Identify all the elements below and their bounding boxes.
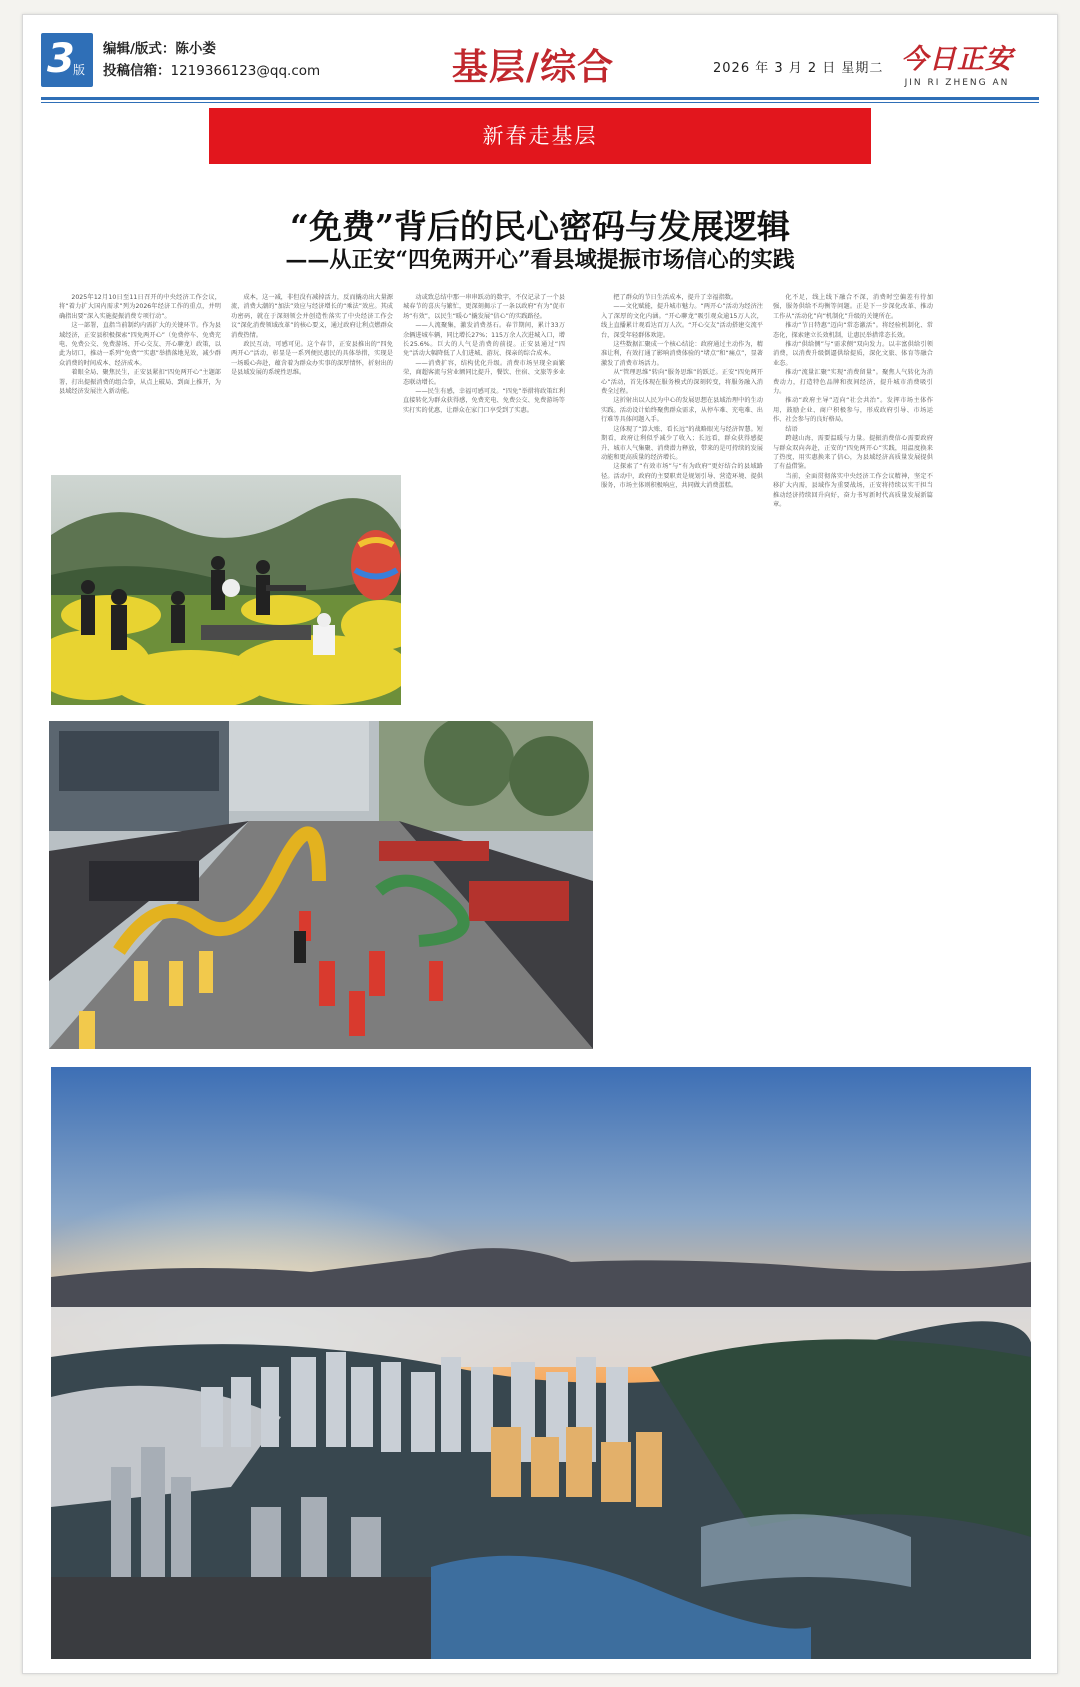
article-paragraph: 2025年12月10日至11日召开的中央经济工作会议，将“着力扩大国内需求”列为2026年经济工作的重点，并明确指出要“深入实施提振消费专项行动”。 [59,294,221,320]
article-paragraph: 结语 [785,425,798,433]
newspaper-page [22,14,1058,1674]
email-label: 投稿信箱： [103,63,171,79]
article-paragraph: 这探索了“有效市场”与“有为政府”更好结合的县域路径。活动中，政府的主要职责是规划引导、营造环境、提供服务，市场主体则积极响应，共同做大消费蛋糕。 [601,463,763,490]
photo-sunrise-city [51,1067,1031,1659]
article-paragraph: 推动“政府主导”迈向“社会共治”。发挥市场主体作用，鼓励企业、商户积极参与，形成政府引导、市场运作、社会参与的良好格局。 [773,397,933,424]
text-column-1 [59,293,221,485]
column-banner: 新春走基层 [209,108,871,164]
photo-rapeseed-performance [51,475,401,705]
article-paragraph: ——民生有感，幸福可感可及。“四免”举措将政策红利直接转化为群众获得感，免费充电、免费公交、免费游场等实打实的优惠，让群众在家门口享受到了实惠。 [403,388,565,414]
submission-email [103,59,320,79]
article-paragraph: 这折射出以人民为中心的发展思想在县域治理中的生动实践。活动设计始终聚焦群众需求，从停车难、充电难、出行难等具体问题入手。 [601,397,763,424]
article-paragraph: 推动“节日特惠”迈向“常态激活”。将经验机制化、常态化，探索建立长效机制，让惠民举措常态长效。 [773,322,933,339]
header-rule-thin [41,102,1039,103]
article-paragraph: 跨越山海，需要温暖与力量。提振消费信心需要政府与群众双向奔赴，正安的“四免两开心”实践，用温度换来了热度，用实惠换来了信心，为县域经济高质量发展提供了有益借鉴。 [773,435,933,471]
article-paragraph: 这些数据汇聚成一个核心结论：政府通过主动作为，精准让利，有效打通了影响消费体验的“堵点”和“痛点”，显著激发了消费市场活力。 [601,341,763,367]
email-address[interactable]: 1219366123@qq.com [170,63,321,79]
article-paragraph: 成本，这一减，非但没有减掉活力，反而撬动出大量源流，消费大潮的“加法”效应与经济增长的“乘法”效应。其成功密码，就在于深刻领会并创造性落实了中央经济工作会议“深化消费领域改革”的核心要义，通过政府让利点燃群众消费热情。 [231,294,393,339]
article-headline: “免费”背后的民心密码与发展逻辑 [290,207,790,246]
article-paragraph: 动或致总结中那一串串跃动的数字，不仅记录了一个县城春节的喜庆与繁忙，更深刻揭示了一条以政府“有为”促市场“有效”，以民生“暖心”撬发展“信心”的实践路径。 [403,294,565,320]
photo-dragon-dance [49,721,593,1049]
page-suffix: 版 [73,63,86,77]
logo-pinyin: JIN RI ZHENG AN [904,78,1010,88]
text-column-5 [773,293,933,1141]
article-paragraph: ——文化赋能，提升城市魅力。“两开心”活动为经济注入了深厚的文化内涵。“开心聊龙”吸引观众逾15万人次，线上直播累计观看达百万人次。“开心交友”活动搭建交流平台，深受年轻群体欢迎。 [601,303,763,339]
editor-line: 编辑/版式：陈小娄 [103,41,216,57]
article-paragraph: 推动“流量汇聚”实现“消费留量”。聚焦人气转化为消费动力，打造特色品牌和夜间经济，提升城市消费吸引力。 [773,369,933,396]
article-paragraph: 着眼全局、聚焦民生，正安县紧扣“四免两开心”主题部署，打出提振消费的组合拳，从点上破局、到面上推开，为县域经济发展注入新动能。 [59,369,221,396]
article-paragraph: 把了群众的节日生活成本，提升了幸福指数。 [613,294,738,301]
article-subheadline: ——从正安“四免两开心”看县域提振市场信心的实践 [285,247,795,273]
article-paragraph: 从“管理思维”转向“服务思维”的跃迁。正安“四免两开心”活动，首先体现在服务模式的深刻转变，将服务融入消费全过程。 [601,369,763,396]
article-paragraph: 这体现了“算大账、看长远”的战略眼光与经济智慧。短期看，政府让利似乎减少了收入；长远看，群众获得感提升、城市人气集聚、消费潜力释放，带来的是可持续的发展动能和更高质量的经济增长。 [601,425,763,461]
section-title: 基层/综合 [451,46,615,88]
article-paragraph: ——消费扩容，结构优化升级。消费市场呈现全面繁荣，商超客流与营业额同比提升，餐饮、住宿、文旅等多业态联动增长。 [403,359,565,386]
text-column-2 [231,293,393,485]
header-rule [41,97,1039,100]
article-paragraph: ——人流聚集，激发消费基石。春节期间，累计33万余辆进城车辆，同比增长27%；115万余人次进城入口，增长25.6%。巨大的人气是消费的前提。正安县通过“四免”活动大幅降低了人们进城、游玩、探亲的综合成本。 [403,322,565,358]
article-paragraph: 推动“供给侧”与“需求侧”双向发力。以丰富供给引领消费，以消费升级倒逼供给提质，深化文旅、体育等融合业态。 [773,341,933,367]
issue-date: 2026 年 3 月 2 日 星期二 [713,61,884,76]
newspaper-logo [897,37,1017,88]
logo-text: 今日正安 [901,44,1013,75]
text-column-3 [403,293,565,713]
text-column-4 [601,293,763,1141]
page-number: 3 [47,36,75,82]
article-paragraph: 化不足，线上线下融合不深，消费时空偏差有待加强，服务供给不均衡等问题。正是下一步深化改革、推动工作从“活动化”向“机制化”升级的关键所在。 [773,294,933,320]
article-paragraph: 政民互动，可感可见。这个春节，正安县推出的“四免两开心”活动，彰显是一系列便民惠民的具体举措，实现是一场暖心奔赴，蕴含着为群众办实事的深厚情怀，折射出的是县域发展的系统性思维。 [231,341,393,377]
article-paragraph: 当前，全面贯彻落实中央经济工作会议精神，坚定不移扩大内需，县域作为重要战场，正安将持续以实干担当推动经济持续回升向好，奋力书写新时代高质量发展新篇章。 [773,472,933,508]
article-paragraph: 这一部署，直指当前制约内需扩大的关键环节。作为县域经济，正安县积极探索“四免两开心”（免费停车、免费充电、免费公交、免费游场、开心交友、开心聊龙）政策，以此为切口，推动一系列“免费”“实惠”举措落地见效，减少群众消费的时间成本、经济成本。 [59,322,221,367]
page-number-badge [41,33,93,87]
